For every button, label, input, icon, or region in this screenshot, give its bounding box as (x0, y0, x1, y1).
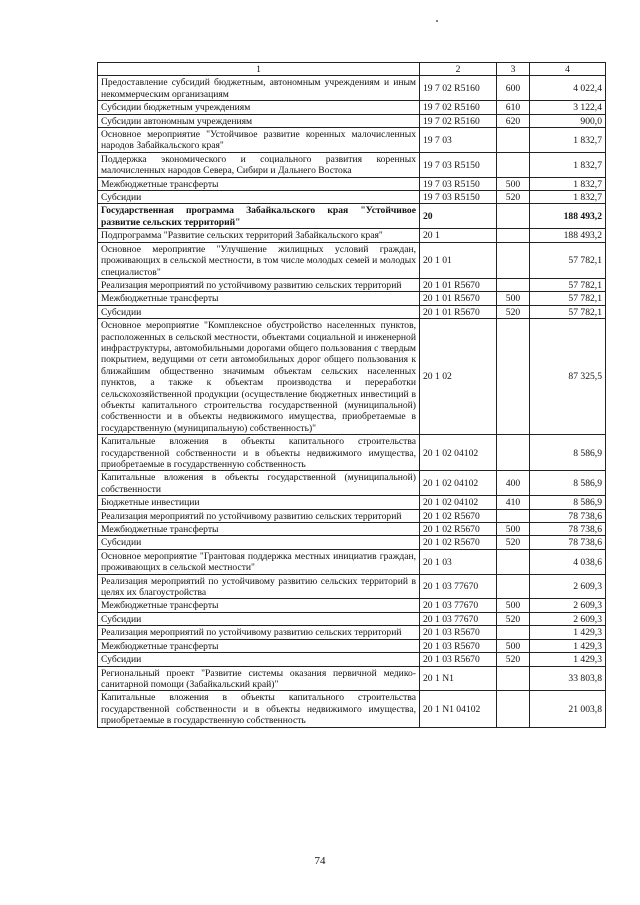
row-name-cell: Предоставление субсидий бюджетным, автономным учреждениям и иным некоммерческим организациям (98, 76, 420, 101)
header-col-type: 3 (497, 63, 530, 76)
row-name-cell: Субсидии (98, 305, 420, 318)
row-name-cell: Региональный проект "Развитие системы оказания первичной медико-санитарной помощи (Забайкальский край)" (98, 666, 420, 691)
row-name-cell: Субсидии автономным учреждениям (98, 114, 420, 127)
row-sum-cell: 78 738,6 (530, 536, 606, 549)
row-expense-type-cell: 620 (497, 114, 530, 127)
row-expense-type-cell: 600 (497, 76, 530, 101)
row-code-cell: 20 1 02 (420, 319, 497, 435)
row-sum-cell: 3 122,4 (530, 101, 606, 114)
row-sum-cell: 900,0 (530, 114, 606, 127)
row-name-cell: Межбюджетные трансферты (98, 523, 420, 536)
table-row (98, 509, 606, 522)
row-code-cell: 20 1 01 R5670 (420, 278, 497, 291)
row-expense-type-cell: 500 (497, 292, 530, 305)
row-expense-type-cell (497, 229, 530, 242)
row-code-cell: 20 1 03 R5670 (420, 626, 497, 639)
row-expense-type-cell: 520 (497, 653, 530, 666)
row-expense-type-cell: 500 (497, 639, 530, 652)
row-code-cell: 19 7 03 R5150 (420, 152, 497, 177)
row-code-cell: 20 1 01 R5670 (420, 292, 497, 305)
table-row (98, 549, 606, 574)
row-sum-cell: 1 429,3 (530, 639, 606, 652)
row-sum-cell: 8 586,9 (530, 471, 606, 496)
table-row (98, 292, 606, 305)
header-col-name: 1 (98, 63, 420, 76)
row-code-cell: 20 1 02 04102 (420, 435, 497, 471)
row-sum-cell: 1 832,7 (530, 191, 606, 204)
row-name-cell: Основное мероприятие "Улучшение жилищных условий граждан, проживающих в сельской местности, в том числе молодых семей и молодых специалистов" (98, 242, 420, 278)
table-row (98, 191, 606, 204)
row-expense-type-cell (497, 574, 530, 599)
table-row (98, 599, 606, 612)
row-expense-type-cell (497, 278, 530, 291)
row-name-cell: Основное мероприятие "Комплексное обустройство населенных пунктов, расположенных в сельской местности, объектами социальной и инженерной инфраструктуры, автомобильными дорогами общего пользования с твердым покрытием, ведущими от сети автомобильных дорог общего пользования к ближайшим общественно значимым объектам сельских населенных пунктов, а также к объектам производства и переработки сельскохозяйственной продукции (осуществление бюджетных инвестиций в объекты капитального строительства государственной (муниципальной) собственности и в объекты недвижимого имущества, приобретаемые в государственную (муниципальную) собственность)" (98, 319, 420, 435)
table-row (98, 152, 606, 177)
budget-table (97, 62, 606, 728)
table-row (98, 229, 606, 242)
row-code-cell: 20 (420, 204, 497, 229)
row-name-cell: Субсидии бюджетным учреждениям (98, 101, 420, 114)
row-expense-type-cell: 520 (497, 536, 530, 549)
row-sum-cell: 2 609,3 (530, 574, 606, 599)
table-row (98, 536, 606, 549)
table-row (98, 319, 606, 435)
row-name-cell: Основное мероприятие "Грантовая поддержка местных инициатив граждан, проживающих в сельской местности" (98, 549, 420, 574)
row-code-cell: 19 7 02 R5160 (420, 101, 497, 114)
row-name-cell: Субсидии (98, 536, 420, 549)
header-col-code: 2 (420, 63, 497, 76)
row-code-cell: 20 1 03 R5670 (420, 639, 497, 652)
row-name-cell: Поддержка экономического и социального развития коренных малочисленных народов Севера, Сибири и Дальнего Востока (98, 152, 420, 177)
row-expense-type-cell (497, 691, 530, 727)
row-expense-type-cell (497, 435, 530, 471)
table-row (98, 653, 606, 666)
row-code-cell: 19 7 02 R5160 (420, 76, 497, 101)
row-name-cell: Межбюджетные трансферты (98, 639, 420, 652)
row-name-cell: Капитальные вложения в объекты государственной (муниципальной) собственности (98, 471, 420, 496)
table-row (98, 626, 606, 639)
row-sum-cell: 57 782,1 (530, 242, 606, 278)
row-name-cell: Субсидии (98, 653, 420, 666)
row-sum-cell: 8 586,9 (530, 496, 606, 509)
row-sum-cell: 33 803,8 (530, 666, 606, 691)
page-number: 74 (314, 855, 326, 867)
row-expense-type-cell: 500 (497, 523, 530, 536)
row-expense-type-cell: 520 (497, 305, 530, 318)
table-row (98, 177, 606, 190)
table-row (98, 496, 606, 509)
row-expense-type-cell: 610 (497, 101, 530, 114)
row-sum-cell: 2 609,3 (530, 612, 606, 625)
row-sum-cell: 2 609,3 (530, 599, 606, 612)
row-expense-type-cell: 520 (497, 612, 530, 625)
table-row (98, 278, 606, 291)
table-row (98, 639, 606, 652)
row-sum-cell: 1 429,3 (530, 653, 606, 666)
row-code-cell: 20 1 02 R5670 (420, 536, 497, 549)
row-sum-cell: 21 003,8 (530, 691, 606, 727)
table-row (98, 612, 606, 625)
table-row (98, 128, 606, 153)
row-expense-type-cell: 520 (497, 191, 530, 204)
row-expense-type-cell (497, 549, 530, 574)
row-sum-cell: 1 429,3 (530, 626, 606, 639)
row-name-cell: Бюджетные инвестиции (98, 496, 420, 509)
row-expense-type-cell: 400 (497, 471, 530, 496)
row-expense-type-cell (497, 666, 530, 691)
row-name-cell: Государственная программа Забайкальского края "Устойчивое развитие сельских территорий" (98, 204, 420, 229)
row-sum-cell: 1 832,7 (530, 177, 606, 190)
row-sum-cell: 1 832,7 (530, 128, 606, 153)
row-expense-type-cell: 500 (497, 599, 530, 612)
row-sum-cell: 1 832,7 (530, 152, 606, 177)
row-sum-cell: 57 782,1 (530, 305, 606, 318)
row-code-cell: 20 1 03 R5670 (420, 653, 497, 666)
row-code-cell: 20 1 01 R5670 (420, 305, 497, 318)
table-row (98, 523, 606, 536)
row-name-cell: Капитальные вложения в объекты капитального строительства государственной собственности и в объекты недвижимого имущества, приобретаемые в государственную собственность (98, 435, 420, 471)
row-sum-cell: 4 022,4 (530, 76, 606, 101)
row-expense-type-cell (497, 242, 530, 278)
row-expense-type-cell (497, 626, 530, 639)
row-code-cell: 20 1 03 77670 (420, 599, 497, 612)
table-row (98, 204, 606, 229)
row-code-cell: 20 1 N1 04102 (420, 691, 497, 727)
row-sum-cell: 188 493,2 (530, 204, 606, 229)
row-code-cell: 19 7 03 (420, 128, 497, 153)
scan-speck (436, 20, 438, 22)
row-name-cell: Субсидии (98, 191, 420, 204)
table-header-row (98, 63, 606, 76)
row-code-cell: 20 1 01 (420, 242, 497, 278)
row-sum-cell: 188 493,2 (530, 229, 606, 242)
table-row (98, 305, 606, 318)
row-code-cell: 20 1 03 77670 (420, 574, 497, 599)
row-sum-cell: 8 586,9 (530, 435, 606, 471)
row-name-cell: Реализация мероприятий по устойчивому развитию сельских территорий (98, 509, 420, 522)
row-code-cell: 20 1 03 (420, 549, 497, 574)
table-row (98, 101, 606, 114)
table-row (98, 114, 606, 127)
row-code-cell: 20 1 02 R5670 (420, 509, 497, 522)
row-sum-cell: 4 038,6 (530, 549, 606, 574)
row-code-cell: 20 1 N1 (420, 666, 497, 691)
row-code-cell: 19 7 03 R5150 (420, 177, 497, 190)
row-sum-cell: 78 738,6 (530, 523, 606, 536)
row-name-cell: Подпрограмма "Развитие сельских территорий Забайкальского края" (98, 229, 420, 242)
row-code-cell: 20 1 (420, 229, 497, 242)
row-expense-type-cell (497, 128, 530, 153)
row-sum-cell: 78 738,6 (530, 509, 606, 522)
table-row (98, 435, 606, 471)
header-col-sum: 4 (530, 63, 606, 76)
row-code-cell: 20 1 02 04102 (420, 496, 497, 509)
row-code-cell: 20 1 02 04102 (420, 471, 497, 496)
table-row (98, 691, 606, 727)
row-sum-cell: 57 782,1 (530, 278, 606, 291)
row-name-cell: Реализация мероприятий по устойчивому развитию сельских территорий в целях их благоустройства (98, 574, 420, 599)
row-expense-type-cell: 500 (497, 177, 530, 190)
row-expense-type-cell (497, 204, 530, 229)
table-row (98, 574, 606, 599)
row-code-cell: 19 7 02 R5160 (420, 114, 497, 127)
row-code-cell: 20 1 03 77670 (420, 612, 497, 625)
row-sum-cell: 57 782,1 (530, 292, 606, 305)
row-name-cell: Основное мероприятие "Устойчивое развитие коренных малочисленных народов Забайкальского края" (98, 128, 420, 153)
table-row (98, 666, 606, 691)
row-expense-type-cell (497, 509, 530, 522)
row-name-cell: Субсидии (98, 612, 420, 625)
row-name-cell: Межбюджетные трансферты (98, 292, 420, 305)
row-expense-type-cell (497, 152, 530, 177)
table-row (98, 76, 606, 101)
row-expense-type-cell: 410 (497, 496, 530, 509)
table-row (98, 242, 606, 278)
row-name-cell: Реализация мероприятий по устойчивому развитию сельских территорий (98, 626, 420, 639)
row-name-cell: Капитальные вложения в объекты капитального строительства государственной собственности и в объекты недвижимого имущества, приобретаемые в государственную собственность (98, 691, 420, 727)
row-name-cell: Межбюджетные трансферты (98, 599, 420, 612)
row-sum-cell: 87 325,5 (530, 319, 606, 435)
row-code-cell: 20 1 02 R5670 (420, 523, 497, 536)
row-name-cell: Межбюджетные трансферты (98, 177, 420, 190)
row-name-cell: Реализация мероприятий по устойчивому развитию сельских территорий (98, 278, 420, 291)
row-expense-type-cell (497, 319, 530, 435)
table-row (98, 471, 606, 496)
row-code-cell: 19 7 03 R5150 (420, 191, 497, 204)
